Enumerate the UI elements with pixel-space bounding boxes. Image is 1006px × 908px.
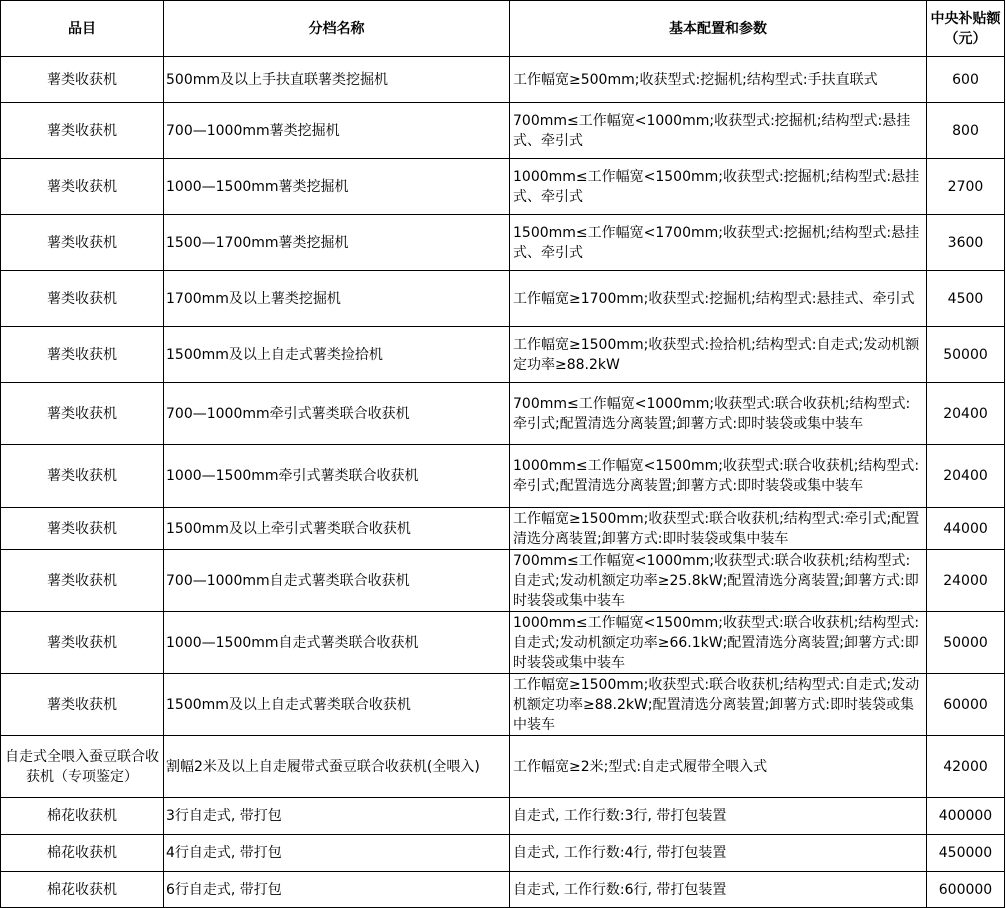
cell-grade: 1500—1700mm薯类挖掘机 xyxy=(164,215,510,271)
cell-amount: 450000 xyxy=(927,835,1005,872)
cell-item: 薯类收获机 xyxy=(1,103,164,159)
cell-config: 1000mm≤工作幅宽<1500mm;收获型式:联合收获机;结构型式:牵引式;配置清选分离装置;卸薯方式:即时装袋或集中装车 xyxy=(510,445,927,508)
cell-amount: 20400 xyxy=(927,445,1005,508)
cell-item: 薯类收获机 xyxy=(1,271,164,327)
cell-amount: 20400 xyxy=(927,383,1005,445)
cell-grade: 700—1000mm薯类挖掘机 xyxy=(164,103,510,159)
table-row xyxy=(1,57,1005,103)
cell-grade: 1000—1500mm薯类挖掘机 xyxy=(164,159,510,215)
cell-config: 工作幅宽≥1500mm;收获型式:联合收获机;结构型式:牵引式;配置清选分离装置;卸薯方式:即时装袋或集中装车 xyxy=(510,508,927,550)
cell-grade: 1500mm及以上自走式薯类联合收获机 xyxy=(164,674,510,736)
cell-amount: 3600 xyxy=(927,215,1005,271)
cell-grade: 6行自走式, 带打包 xyxy=(164,872,510,908)
table-row xyxy=(1,872,1005,908)
cell-item: 棉花收获机 xyxy=(1,872,164,908)
table-row xyxy=(1,445,1005,508)
cell-grade: 1500mm及以上牵引式薯类联合收获机 xyxy=(164,508,510,550)
cell-item: 自走式全喂入蚕豆联合收获机（专项鉴定） xyxy=(1,736,164,798)
cell-grade: 500mm及以上手扶直联薯类挖掘机 xyxy=(164,57,510,103)
header-item: 品目 xyxy=(1,1,164,57)
cell-config: 工作幅宽≥2米;型式:自走式履带全喂入式 xyxy=(510,736,927,798)
cell-amount: 50000 xyxy=(927,327,1005,383)
table-row xyxy=(1,736,1005,798)
table-row xyxy=(1,159,1005,215)
cell-item: 薯类收获机 xyxy=(1,445,164,508)
table-row xyxy=(1,550,1005,612)
cell-grade: 3行自走式, 带打包 xyxy=(164,798,510,835)
cell-grade: 割幅2米及以上自走履带式蚕豆联合收获机(全喂入) xyxy=(164,736,510,798)
cell-amount: 400000 xyxy=(927,798,1005,835)
cell-amount: 800 xyxy=(927,103,1005,159)
cell-config: 自走式, 工作行数:6行, 带打包装置 xyxy=(510,872,927,908)
cell-amount: 600000 xyxy=(927,872,1005,908)
cell-config: 工作幅宽≥1500mm;收获型式:捡拾机;结构型式:自走式;发动机额定功率≥88.2kW xyxy=(510,327,927,383)
cell-item: 薯类收获机 xyxy=(1,383,164,445)
cell-item: 薯类收获机 xyxy=(1,57,164,103)
cell-item: 薯类收获机 xyxy=(1,215,164,271)
cell-config: 自走式, 工作行数:4行, 带打包装置 xyxy=(510,835,927,872)
table-row xyxy=(1,674,1005,736)
cell-config: 工作幅宽≥1500mm;收获型式:联合收获机;结构型式:自走式;发动机额定功率≥88.2kW;配置清选分离装置;卸薯方式:即时装袋或集中装车 xyxy=(510,674,927,736)
table-row xyxy=(1,835,1005,872)
cell-grade: 700—1000mm自走式薯类联合收获机 xyxy=(164,550,510,612)
cell-item: 薯类收获机 xyxy=(1,550,164,612)
table-row xyxy=(1,508,1005,550)
table-row xyxy=(1,612,1005,674)
table-row xyxy=(1,103,1005,159)
cell-config: 1000mm≤工作幅宽<1500mm;收获型式:联合收获机;结构型式:自走式;发动机额定功率≥66.1kW;配置清选分离装置;卸薯方式:即时装袋或集中装车 xyxy=(510,612,927,674)
table-header-row xyxy=(1,1,1005,57)
cell-item: 薯类收获机 xyxy=(1,159,164,215)
cell-item: 薯类收获机 xyxy=(1,508,164,550)
cell-grade: 700—1000mm牵引式薯类联合收获机 xyxy=(164,383,510,445)
table-row xyxy=(1,215,1005,271)
cell-config: 自走式, 工作行数:3行, 带打包装置 xyxy=(510,798,927,835)
cell-item: 棉花收获机 xyxy=(1,835,164,872)
cell-amount: 42000 xyxy=(927,736,1005,798)
table-row xyxy=(1,383,1005,445)
cell-config: 1000mm≤工作幅宽<1500mm;收获型式:挖掘机;结构型式:悬挂式、牵引式 xyxy=(510,159,927,215)
cell-config: 700mm≤工作幅宽<1000mm;收获型式:联合收获机;结构型式:牵引式;配置清选分离装置;卸薯方式:即时装袋或集中装车 xyxy=(510,383,927,445)
cell-config: 700mm≤工作幅宽<1000mm;收获型式:联合收获机;结构型式:自走式;发动机额定功率≥25.8kW;配置清选分离装置;卸薯方式:即时装袋或集中装车 xyxy=(510,550,927,612)
cell-config: 工作幅宽≥500mm;收获型式:挖掘机;结构型式:手扶直联式 xyxy=(510,57,927,103)
header-amount: 中央补贴额（元） xyxy=(927,1,1005,57)
cell-grade: 1000—1500mm自走式薯类联合收获机 xyxy=(164,612,510,674)
header-grade: 分档名称 xyxy=(164,1,510,57)
cell-amount: 60000 xyxy=(927,674,1005,736)
cell-amount: 50000 xyxy=(927,612,1005,674)
cell-item: 薯类收获机 xyxy=(1,612,164,674)
cell-grade: 1000—1500mm牵引式薯类联合收获机 xyxy=(164,445,510,508)
table-row xyxy=(1,327,1005,383)
table-row xyxy=(1,798,1005,835)
cell-item: 薯类收获机 xyxy=(1,327,164,383)
header-config: 基本配置和参数 xyxy=(510,1,927,57)
cell-item: 棉花收获机 xyxy=(1,798,164,835)
table-row xyxy=(1,271,1005,327)
cell-amount: 44000 xyxy=(927,508,1005,550)
cell-config: 700mm≤工作幅宽<1000mm;收获型式:挖掘机;结构型式:悬挂式、牵引式 xyxy=(510,103,927,159)
cell-config: 1500mm≤工作幅宽<1700mm;收获型式:挖掘机;结构型式:悬挂式、牵引式 xyxy=(510,215,927,271)
cell-config: 工作幅宽≥1700mm;收获型式:挖掘机;结构型式:悬挂式、牵引式 xyxy=(510,271,927,327)
cell-amount: 2700 xyxy=(927,159,1005,215)
cell-grade: 1700mm及以上薯类挖掘机 xyxy=(164,271,510,327)
cell-amount: 24000 xyxy=(927,550,1005,612)
cell-amount: 4500 xyxy=(927,271,1005,327)
cell-grade: 4行自走式, 带打包 xyxy=(164,835,510,872)
cell-item: 薯类收获机 xyxy=(1,674,164,736)
cell-grade: 1500mm及以上自走式薯类捡拾机 xyxy=(164,327,510,383)
cell-amount: 600 xyxy=(927,57,1005,103)
